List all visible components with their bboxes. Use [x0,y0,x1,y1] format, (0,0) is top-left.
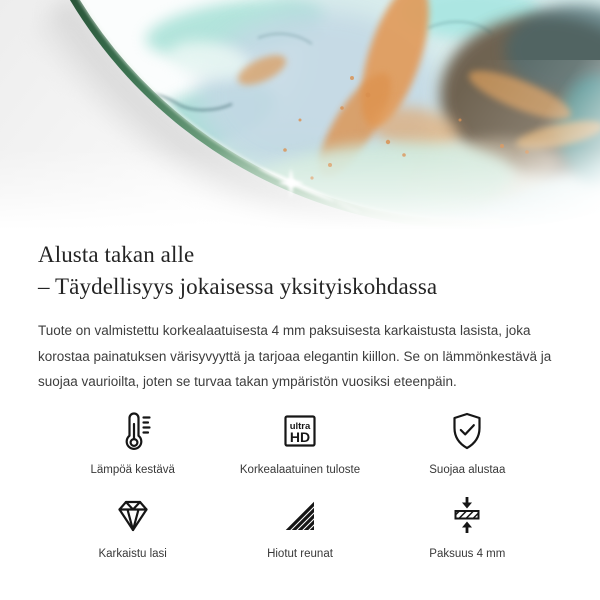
feature-label: Karkaistu lasi [98,547,167,560]
page-title-line2: – Täydellisyys jokaisessa yksityiskohdassa [38,274,438,299]
product-description-section [0,239,600,561]
product-photo [0,0,600,236]
thickness-icon [447,494,487,538]
ultra-hd-icon [280,410,320,454]
product-description-text: Tuote on valmistettu korkealaatuisesta 4 mm paksuisesta karkaistusta lasista, joka korostaa painatuksen värisyvyyttä ja tarjoaa elegantin kiillon. Se on lämmönkestävä ja suojaa vaurioilta, joten se turvaa takan ympäristön vuosiksi eteenpäin. [38,323,552,390]
thermometer-icon [113,410,153,454]
page-title [38,239,562,303]
feature-polished-edges [216,494,383,561]
glass-panel-illustration [0,0,600,236]
shield-check-icon [447,410,487,454]
feature-tempered-glass [49,494,216,561]
feature-label: Hiotut reunat [267,547,333,560]
svg-text:ultra: ultra [289,420,311,432]
feature-label: Paksuus 4 mm [429,547,506,560]
page-title-line1: Alusta takan alle [38,242,195,267]
feature-high-quality-print [216,410,383,477]
feature-label: Suojaa alustaa [429,463,506,476]
polished-edges-icon [280,494,320,538]
feature-thickness [384,494,551,561]
feature-heat-resistant [49,410,216,477]
feature-protects-base [384,410,551,477]
feature-label: Lämpöä kestävä [90,463,175,476]
feature-grid [49,410,551,561]
svg-text:HD: HD [289,428,311,445]
feature-label: Korkealaatuinen tuloste [239,463,361,476]
diamond-icon [113,494,153,538]
